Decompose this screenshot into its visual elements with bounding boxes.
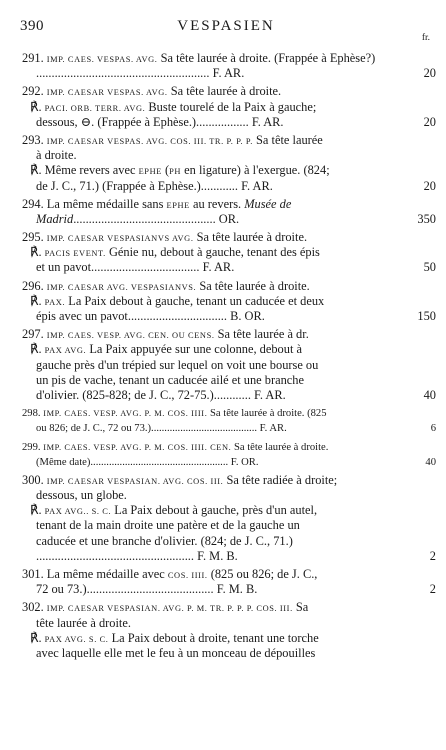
entry-text: ℟. PACIS EVENT. Génie nu, debout à gauche, tenant des épis — [30, 245, 320, 260]
entry-line — [0, 358, 446, 373]
entry-text: ou 826; de J. C., 72 ou 73.)........................................ F. AR. — [36, 423, 287, 435]
entry-line — [0, 406, 446, 421]
entry-text: 301. La même médaille avec COS. IIII. (825 ou 826; de J. C., — [22, 567, 318, 581]
entry-line — [0, 230, 446, 245]
entry-line — [0, 421, 446, 436]
entry-line — [0, 455, 446, 470]
entry-line — [0, 600, 446, 615]
price-value: 50 — [423, 260, 436, 275]
entry-line — [0, 279, 446, 294]
page-title: VESPASIEN — [177, 18, 275, 34]
price-value: 6 — [430, 423, 436, 435]
entry-line — [0, 163, 446, 178]
catalog-entries — [0, 51, 446, 664]
price-value: 20 — [423, 66, 436, 81]
entry-line — [0, 327, 446, 342]
entry-line — [0, 567, 446, 582]
entry-text: 297. IMP. CAES. VESP. AVG. CEN. OU CENS. Sa tête laurée à dr. — [22, 327, 309, 342]
catalog-entry — [0, 406, 446, 436]
entry-text: ℟. PAX AVG. La Paix appuyée sur une colonne, debout à — [30, 342, 302, 357]
entry-text: 72 ou 73.)......................................... F. M. B. — [36, 582, 258, 597]
entry-text: 293. IMP. CAESAR VESPAS. AVG. COS. III. TR. P. P. P. Sa tête laurée — [22, 132, 323, 147]
entry-line — [0, 616, 446, 631]
entry-text: 299. IMP. CAES. VESP. AVG. P. M. COS. IIII. CEN. Sa tête laurée à droite. — [22, 441, 329, 453]
price-value: 20 — [423, 114, 436, 129]
entry-text: 291. IMP. CAES. VESPAS. AVG. Sa tête laurée à droite. (Frappée à Ephèse?) — [22, 51, 376, 65]
price-value: 40 — [425, 456, 436, 468]
entry-line — [0, 309, 446, 324]
entry-line — [0, 133, 446, 148]
price-value: 150 — [417, 309, 436, 323]
page-header — [20, 19, 432, 41]
entry-line — [0, 646, 446, 661]
entry-line — [0, 473, 446, 488]
price-value: 40 — [423, 387, 436, 402]
entry-line — [0, 342, 446, 357]
entry-text: dessous, un globe. — [36, 488, 127, 503]
entry-text: 296. IMP. CAESAR AVG. VESPASIANVS. Sa tête laurée à droite. — [22, 278, 310, 293]
entry-text: dessous, ⊖. (Frappée à Ephèse.)................. F. AR. — [36, 114, 284, 129]
entry-text: ℟. PACI. ORB. TERR. AVG. Buste tourelé de la Paix à gauche; — [30, 99, 317, 114]
entry-line — [0, 115, 446, 130]
catalog-entry — [0, 84, 446, 130]
catalog-entry — [0, 51, 446, 81]
catalog-entry — [0, 473, 446, 564]
entry-line — [0, 549, 446, 564]
entry-text: gauche près d'un trépied sur lequel on voit une bourse ou — [36, 357, 319, 372]
entry-line — [0, 197, 446, 212]
entry-line — [0, 148, 446, 163]
entry-text: 298. IMP. CAES. VESP. AVG. P. M. COS. IIII. Sa tête laurée à droite. (825 — [22, 408, 327, 420]
entry-line — [0, 503, 446, 518]
entry-line — [0, 245, 446, 260]
entry-text: 302. IMP. CAESAR VESPASIAN. AVG. P. M. TR. P. P. P. COS. III. Sa — [22, 600, 309, 615]
entry-line — [0, 440, 446, 455]
catalog-entry — [0, 327, 446, 403]
entry-line — [0, 488, 446, 503]
entry-text: ℟. PAX AVG.. S. C. La Paix debout à gauche, près d'un autel, — [30, 503, 318, 518]
price-value: 2 — [429, 548, 436, 563]
entry-line — [0, 388, 446, 403]
page-number: 390 — [20, 18, 44, 34]
entry-line — [0, 51, 446, 66]
entry-text: ................................................... F. M. B. — [36, 548, 238, 563]
entry-line — [0, 84, 446, 99]
catalog-entry — [0, 230, 446, 276]
entry-line — [0, 373, 446, 388]
entry-text: ℟. PAX AVG. S. C. La Paix debout à droite, tenant une torche — [30, 630, 319, 645]
entry-line — [0, 179, 446, 194]
entry-text: ℟. PAX. La Paix debout à gauche, tenant un caducée et deux — [30, 293, 325, 308]
entry-line — [0, 631, 446, 646]
entry-text: tête laurée à droite. — [36, 615, 131, 630]
entry-text: (Même date).................................................... F. OR. — [36, 456, 259, 468]
entry-text: à droite. — [36, 148, 77, 163]
price-value: 20 — [423, 178, 436, 193]
catalog-entry — [0, 600, 446, 661]
entry-text: ........................................................ F. AR. — [36, 66, 245, 81]
catalog-entry — [0, 133, 446, 194]
entry-text: caducée et une branche d'olivier. (824; de J. C., 71.) — [36, 533, 293, 548]
entry-line — [0, 66, 446, 81]
entry-line — [0, 260, 446, 275]
entry-line — [0, 518, 446, 533]
entry-text: 295. IMP. CAESAR VESPASIANVS AVG. Sa tête laurée à droite. — [22, 230, 308, 245]
catalog-entry — [0, 197, 446, 227]
price-value: 2 — [429, 582, 436, 597]
entry-text: et un pavot................................... F. AR. — [36, 260, 235, 275]
entry-text: 292. IMP. CAESAR VESPAS. AVG. Sa tête laurée à droite. — [22, 84, 282, 99]
price-value: 350 — [417, 211, 436, 226]
entry-line — [0, 212, 446, 227]
entry-text: d'olivier. (825-828; de J. C., 72-75.)............ F. AR. — [36, 387, 286, 402]
entry-text: avec laquelle elle met le feu à un monceau de dépouilles — [36, 645, 316, 660]
catalog-entry — [0, 440, 446, 470]
catalog-entry — [0, 279, 446, 325]
entry-text: 294. La même médaille sans EPHE au revers. Musée de — [22, 196, 292, 211]
entry-text: un pis de vache, tenant un caducée ailé et une branche — [36, 372, 304, 387]
entry-text: de J. C., 71.) (Frappée à Ephèse.)............ F. AR. — [36, 178, 273, 193]
entry-text: épis avec un pavot................................ B. OR. — [36, 309, 265, 323]
catalog-entry — [0, 567, 446, 597]
entry-text: Madrid.............................................. OR. — [36, 211, 240, 226]
entry-text: 300. IMP. CAESAR VESPASIAN. AVG. COS. III. Sa tête radiée à droite; — [22, 472, 338, 487]
entry-line — [0, 100, 446, 115]
entry-line — [0, 582, 446, 597]
entry-text: tenant de la main droite une patère et de la gauche un — [36, 518, 300, 533]
entry-line — [0, 294, 446, 309]
currency-label: fr. — [421, 33, 430, 43]
entry-text: ℟. Même revers avec EPHE (PH en ligature) à l'exergue. (824; — [30, 163, 330, 178]
entry-line — [0, 534, 446, 549]
